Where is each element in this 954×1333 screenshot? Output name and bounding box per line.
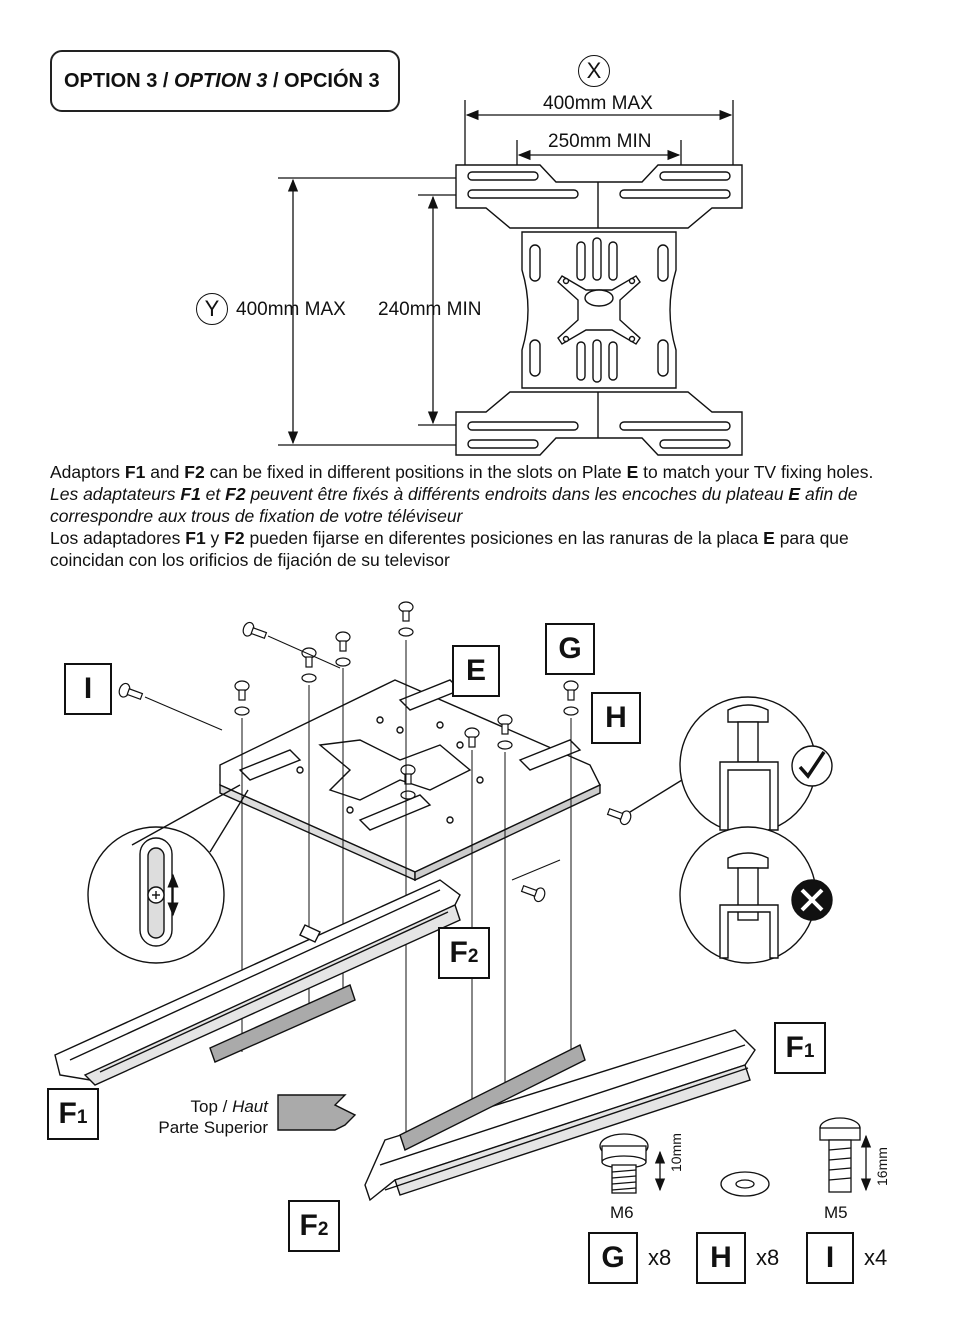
en-text-2: and (145, 462, 185, 482)
m5-label: M5 (824, 1203, 848, 1222)
qty-g: x8 (648, 1245, 672, 1270)
label-f2-lower-sub: 2 (317, 1219, 329, 1240)
label-h: H (591, 692, 641, 744)
correct-screw-zoom (630, 697, 832, 833)
instructions-fr (50, 483, 910, 527)
es-text-4: para que coincidan con los orificios de fijación de su televisor (50, 528, 849, 570)
y-axis-symbol: Y (196, 293, 228, 325)
y-max-label: 400mm MAX (236, 299, 346, 320)
label-f1-right-sub: 1 (803, 1041, 815, 1062)
qty-h: x8 (756, 1245, 780, 1270)
label-f2-upper-sub: 2 (467, 946, 479, 967)
adaptor-f2-right (365, 1030, 755, 1200)
x-axis-symbol: X (578, 55, 610, 87)
label-f1-right-letter: F (785, 1031, 804, 1064)
es-e: E (763, 528, 775, 548)
instructions (50, 461, 910, 571)
es-f1: F1 (185, 528, 206, 548)
instructions-en (50, 461, 910, 483)
es-text-2: y (205, 528, 225, 548)
instructions-es (50, 527, 910, 571)
y-min-label: 240mm MIN (378, 299, 482, 320)
fr-f2: F2 (225, 484, 246, 504)
en-text-3: can be fixed in different positions in the slots on Plate (204, 462, 627, 482)
option-label-en: OPTION 3 / (64, 69, 175, 92)
m6-length-label: 10mm (668, 1133, 684, 1172)
hardware-label-g: G (588, 1232, 638, 1284)
label-f1-right (774, 1022, 826, 1074)
label-e: E (452, 645, 500, 697)
en-f1: F1 (124, 462, 146, 482)
option-label-es: / OPCIÓN 3 (267, 69, 380, 92)
fr-text-2: et (200, 484, 226, 504)
x-max-label: 400mm MAX (543, 93, 653, 114)
x-min-label: 250mm MIN (548, 131, 652, 152)
es-f2: F2 (224, 528, 245, 548)
top-label: Top / (190, 1097, 233, 1116)
slot-zoom-circle (88, 785, 248, 963)
en-e: E (626, 462, 639, 482)
fr-f1: F1 (180, 484, 201, 504)
m5-length-label: 16mm (874, 1147, 890, 1186)
label-f2-upper-letter: F (449, 936, 468, 969)
haut-label: Haut (232, 1097, 268, 1116)
option-label-fr: OPTION 3 (174, 69, 268, 92)
washer-icon (721, 1172, 769, 1196)
label-f2-upper (438, 927, 490, 979)
fr-text-1: Les adaptateurs (50, 484, 181, 504)
fr-e: E (788, 484, 801, 504)
es-text-3: pueden fijarse en diferentes posiciones en las ranuras de la placa (244, 528, 764, 548)
en-text-4: to match your TV fixing holes. (638, 462, 874, 482)
label-f2-lower-letter: F (299, 1209, 318, 1242)
label-f1-left-sub: 1 (76, 1107, 88, 1128)
label-f2-lower (288, 1200, 340, 1252)
en-text-1: Adaptors (50, 462, 125, 482)
es-text-1: Los adaptadores (50, 528, 186, 548)
incorrect-screw-zoom (680, 827, 832, 963)
qty-i: x4 (864, 1245, 888, 1270)
m5-bolt-icon (820, 1118, 866, 1192)
fr-text-4: afin de correspondre aux trous de fixation de votre téléviseur (50, 484, 858, 526)
fr-text-3: peuvent être fixés à différents endroits dans les encoches du plateau (245, 484, 789, 504)
label-g: G (545, 623, 595, 675)
hardware-label-h: H (696, 1232, 746, 1284)
parte-superior-label: Parte Superior (158, 1118, 268, 1137)
top-direction-arrow (278, 1095, 355, 1130)
m6-label: M6 (610, 1203, 634, 1222)
m6-bolt-icon (600, 1134, 660, 1193)
top-bracket-assembly (456, 165, 742, 455)
label-f1-left (47, 1088, 99, 1140)
en-f2: F2 (184, 462, 205, 482)
label-i: I (64, 663, 112, 715)
label-f1-left-letter: F (58, 1097, 77, 1130)
hardware-label-i: I (806, 1232, 854, 1284)
top-direction-label (140, 1096, 268, 1138)
